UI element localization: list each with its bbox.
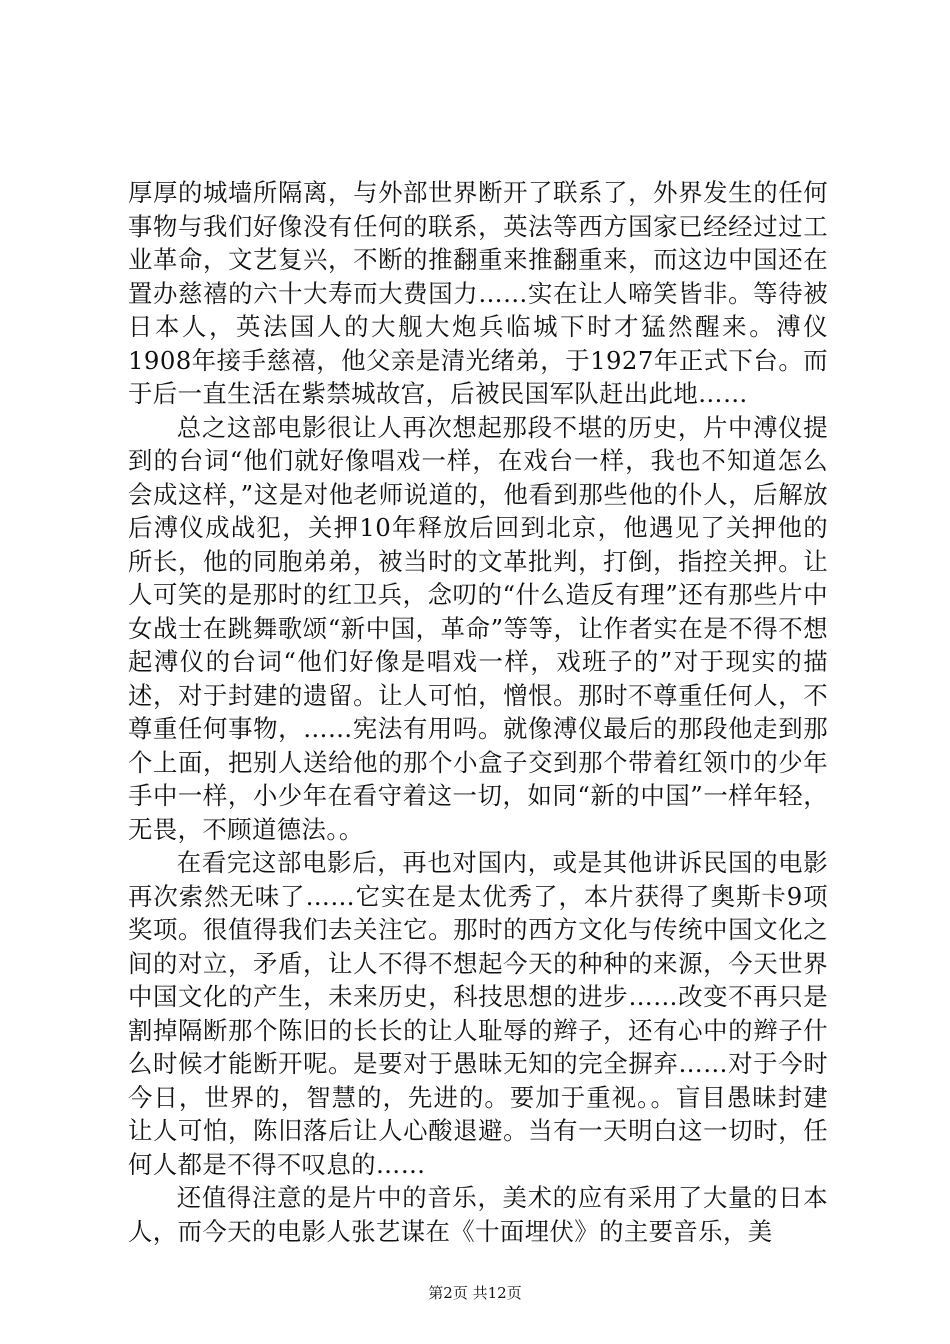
- paragraph-4: 还值得注意的是片中的音乐，美术的应有采用了大量的日本人，而今天的电影人张艺谋在《十面埋伏》的主要音乐，美: [128, 1183, 828, 1246]
- paragraph-1: 厚厚的城墙所隔离，与外部世界断开了联系了，外界发生的任何事物与我们好像没有任何的联系，英法等西方国家已经经过过工业革命，文艺复兴，不断的推翻重来推翻重来，而这边中国还在置办慈禧的六十大寿而大费国力……实在让人啼笑皆非。等待被日本人，英法国人的大舰大炮兵临城下时才猛然醒来。溥仪1908年接手慈禧，他父亲是清光绪弟，于1927年正式下台。而于后一直生活在紫禁城故宫，后被民国军队赶出此地……: [128, 178, 828, 408]
- paragraph-3: 在看完这部电影后，再也对国内，或是其他讲诉民国的电影再次索然无味了……它实在是太优秀了，本片获得了奥斯卡9项奖项。很值得我们去关注它。那时的西方文化与传统中国文化之间的对立，矛盾，让人不得不想起今天的种种的来源，今天世界中国文化的产生，未来历史，科技思想的进步……改变不再只是割掉隔断那个陈旧的长长的让人耻辱的辫子，还有心中的辫子什么时候才能断开呢。是要对于愚昧无知的完全摒弃……对于今时今日，世界的，智慧的，先进的。要加于重视。。盲目愚昧封建让人可怕，陈旧落后让人心酸退避。当有一天明白这一切时，任何人都是不得不叹息的……: [128, 848, 828, 1179]
- document-body: [128, 176, 828, 1248]
- page-number-footer: 第2页 共12页: [428, 1284, 522, 1302]
- paragraph-2: 总之这部电影很让人再次想起那段不堪的历史，片中溥仪提到的台词“他们就好像唱戏一样，在戏台一样，我也不知道怎么会成这样，”这是对他老师说道的，他看到那些他的仆人，后解放后溥仪成战犯，关押10年释放后回到北京，他遇见了关押他的所长，他的同胞弟弟，被当时的文革批判，打倒，指控关押。让人可笑的是那时的红卫兵，念叨的“什么造反有理”还有那些片中女战士在跳舞歌颂“新中国，革命”等等，让作者实在是不得不想起溥仪的台词“他们好像是唱戏一样，戏班子的”对于现实的描述，对于封建的遗留。让人可怕，憎恨。那时不尊重任何人，不尊重任何事物，……宪法有用吗。就像溥仪最后的那段他走到那个上面，把别人送给他的那个小盒子交到那个带着红领巾的少年手中一样，小少年在看守着这一切，如同“新的中国”一样年轻，无畏，不顾道德法。。: [128, 412, 828, 844]
